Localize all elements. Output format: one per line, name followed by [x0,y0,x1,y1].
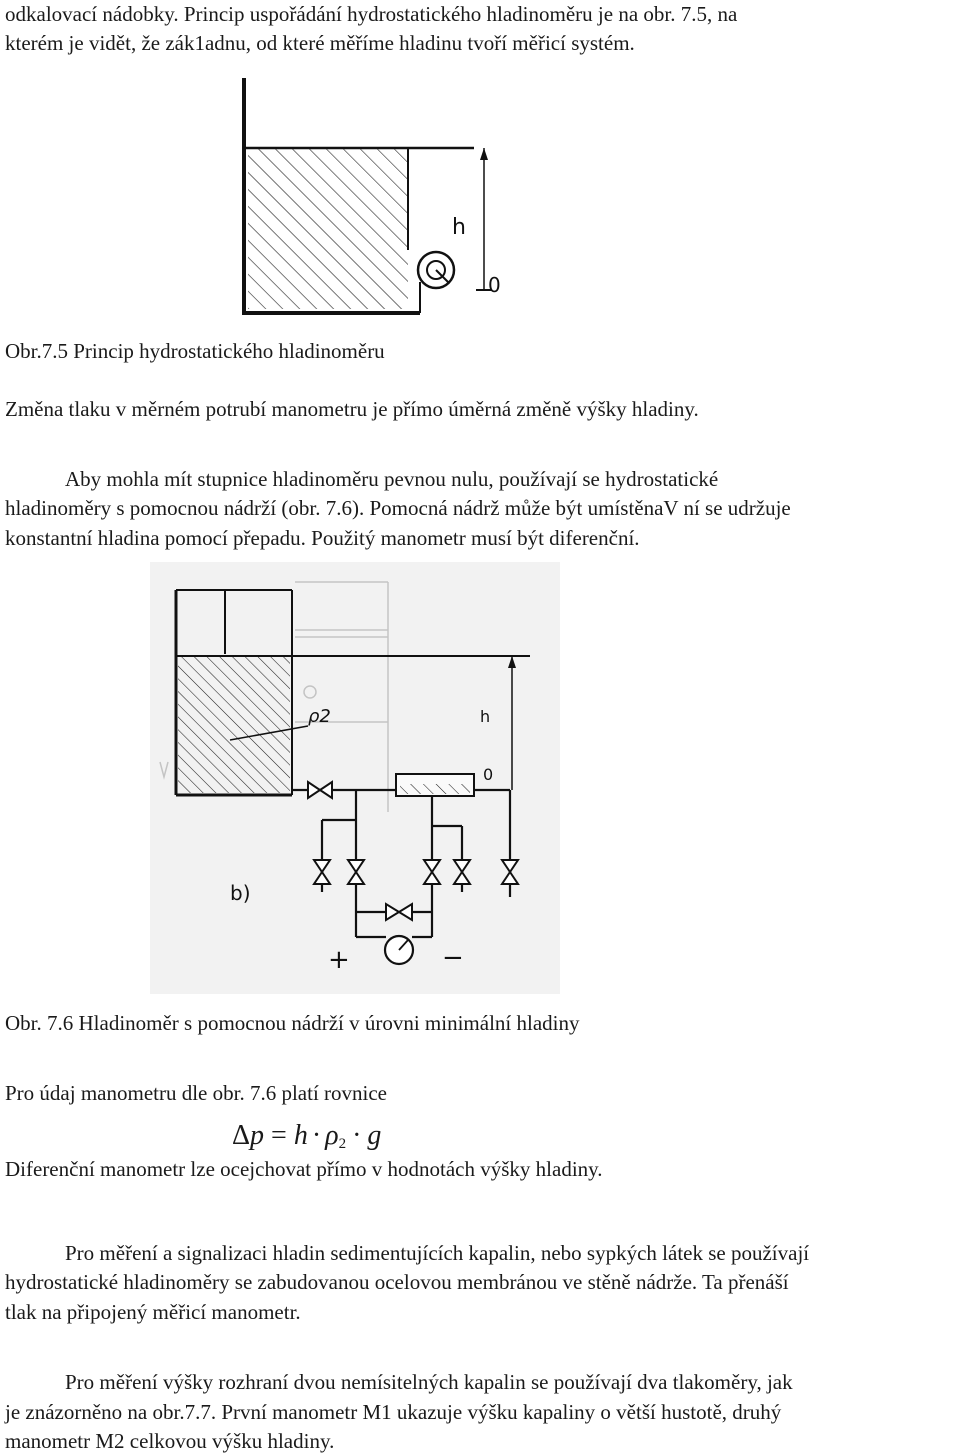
para-pressure: Změna tlaku v měrném potrubí manometru je přímo úměrná změně výšky hladiny. [5,397,699,421]
formula-g: g [367,1120,382,1151]
formula-eq: = [264,1120,294,1151]
para-membrane-line-2: hydrostatické hladinoměry se zabudovanou ocelovou membránou ve stěně nádrže. Ta přenáší [5,1270,789,1294]
height-dimension [476,148,492,290]
para-membrane-line-3: tlak na připojený měřicí manometr. [5,1300,301,1324]
para-aux-line-1: Aby mohla mít stupnice hladinoměru pevnou nulu, používají se hydrostatické [65,467,719,491]
intro-line-2: kterém je vidět, že zák1adnu, od které měříme hladinu tvoří měřicí systém. [5,31,635,55]
label-minus: − [442,943,464,973]
formula-sub: 2 [338,1136,347,1152]
formula-intro: Pro údaj manometru dle obr. 7.6 platí rovnice [5,1081,387,1105]
formula-p: p [250,1120,265,1151]
figure-7-6-caption: Obr. 7.6 Hladinoměr s pomocnou nádrží v úrovni minimální hladiny [5,1011,580,1035]
label-zero: 0 [488,273,501,297]
figure-7-5-diagram [230,70,520,320]
liquid-hatched [248,148,408,309]
para-membrane-line-1: Pro měření a signalizaci hladin sedimentujících kapalin, nebo sypkých látek se používají [65,1241,810,1265]
label-b: b) [230,881,251,905]
pressure-sensor [418,252,454,313]
para-aux-line-3: konstantní hladina pomocí přepadu. Použitý manometr musí být diferenční. [5,526,640,550]
para-aux-line-2: hladinoměry s pomocnou nádrží (obr. 7.6). Pomocná nádrž může být umístěnaV ní se udržuje [5,496,791,520]
formula-delta: Δ [232,1120,251,1151]
label-rho2: ρ2 [308,706,331,727]
para-diff: Diferenční manometr lze ocejchovat přímo v hodnotách výšky hladiny. [5,1157,603,1181]
label-h: h [480,707,491,726]
para-interface-line-1: Pro měření výšky rozhraní dvou nemísitelných kapalin se používají dva tlakoměry, jak [65,1370,793,1394]
para-interface-line-2: je znázorněno na obr.7.7. První manometr M1 ukazuje výšku kapaliny o větší hustotě, druhý [5,1400,782,1424]
figure-7-6-diagram [150,562,560,994]
figure-7-5-caption: Obr.7.5 Princip hydrostatického hladinoměru [5,339,385,363]
measuring-vessel [396,774,474,796]
label-h: h [452,215,466,240]
label-plus: + [328,945,350,975]
para-interface-line-3: manometr M2 celkovou výšku hladiny. [5,1429,335,1453]
aux-tank-liquid [178,657,290,793]
formula-dot-1: · [311,1120,322,1151]
formula-h: h [293,1120,308,1151]
intro-line-1: odkalovací nádobky. Princip uspořádání hydrostatického hladinoměru je na obr. 7.5, na [5,2,738,26]
label-zero: 0 [483,765,494,784]
differential-manometer [385,936,413,964]
formula-rho: ρ [325,1120,339,1151]
formula-dot-2: · [352,1120,362,1151]
